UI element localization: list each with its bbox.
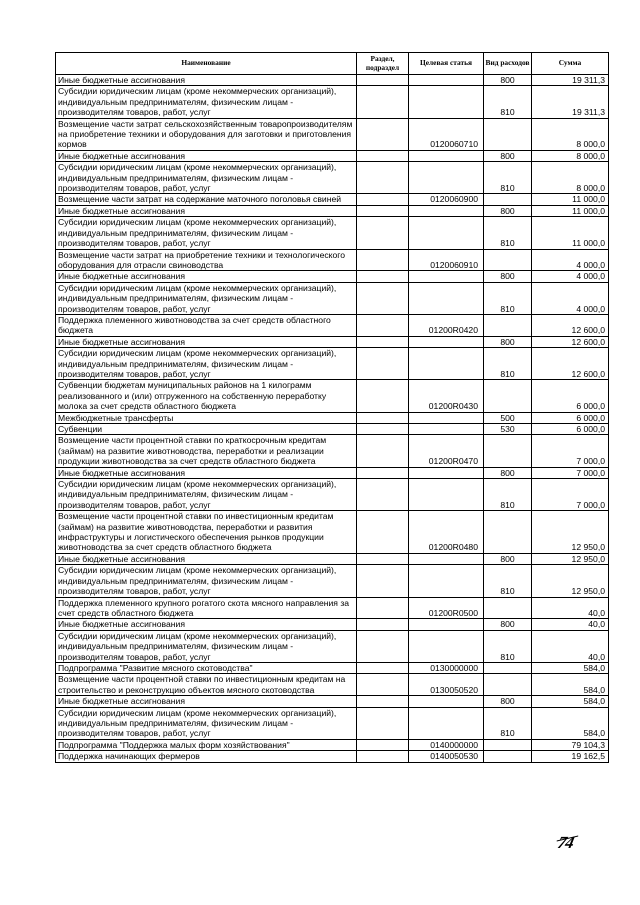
- cell-section: [357, 511, 409, 554]
- cell-section: [357, 424, 409, 435]
- cell-kind: 800: [484, 75, 532, 86]
- cell-name: Иные бюджетные ассигнования: [56, 553, 357, 564]
- page-number: 74: [556, 833, 576, 852]
- cell-sum: 6 000,0: [532, 424, 609, 435]
- cell-kind: 800: [484, 696, 532, 707]
- cell-kind: [484, 380, 532, 412]
- cell-target: 0130000000: [409, 662, 484, 673]
- cell-kind: 800: [484, 619, 532, 630]
- cell-name: Иные бюджетные ассигнования: [56, 336, 357, 347]
- cell-name: Субвенции: [56, 424, 357, 435]
- cell-name: Иные бюджетные ассигнования: [56, 205, 357, 216]
- cell-name: Подпрограмма "Развитие мясного скотоводства": [56, 662, 357, 673]
- cell-target: [409, 348, 484, 380]
- table-body: [56, 75, 609, 763]
- header-sum: Сумма: [532, 53, 609, 75]
- cell-kind: 800: [484, 467, 532, 478]
- cell-sum: 7 000,0: [532, 467, 609, 478]
- table-row: [56, 674, 609, 696]
- cell-sum: 7 000,0: [532, 435, 609, 467]
- cell-name: Поддержка племенного крупного рогатого скота мясного направления за счет средств областного бюджета: [56, 597, 357, 619]
- cell-section: [357, 619, 409, 630]
- cell-kind: 810: [484, 217, 532, 249]
- cell-name: Возмещение части затрат на содержание маточного поголовья свиней: [56, 194, 357, 205]
- cell-target: 0120060900: [409, 194, 484, 205]
- cell-target: 0140050530: [409, 751, 484, 762]
- budget-table-page: [55, 52, 608, 763]
- cell-sum: 19 311,3: [532, 75, 609, 86]
- cell-kind: [484, 511, 532, 554]
- cell-sum: 19 311,3: [532, 86, 609, 118]
- cell-sum: 19 162,5: [532, 751, 609, 762]
- cell-sum: 40,0: [532, 619, 609, 630]
- cell-target: [409, 271, 484, 282]
- cell-kind: 810: [484, 479, 532, 511]
- table-row: [56, 424, 609, 435]
- table-row: [56, 282, 609, 314]
- cell-kind: 810: [484, 630, 532, 662]
- cell-section: [357, 597, 409, 619]
- cell-sum: 584,0: [532, 696, 609, 707]
- cell-target: 01200R0470: [409, 435, 484, 467]
- cell-target: [409, 553, 484, 564]
- cell-sum: 11 000,0: [532, 217, 609, 249]
- cell-section: [357, 162, 409, 194]
- table-row: [56, 565, 609, 597]
- cell-section: [357, 217, 409, 249]
- cell-sum: 12 600,0: [532, 348, 609, 380]
- cell-sum: 11 000,0: [532, 194, 609, 205]
- table-header: [56, 53, 609, 75]
- cell-name: Субсидии юридическим лицам (кроме некоммерческих организаций), индивидуальным предпринимателям, физическим лицам - производителям товаров, работ, услуг: [56, 282, 357, 314]
- cell-sum: 40,0: [532, 597, 609, 619]
- cell-target: 0120060910: [409, 249, 484, 271]
- cell-name: Возмещение части затрат на приобретение техники и технологического оборудования для отрасли свиноводства: [56, 249, 357, 271]
- cell-kind: 810: [484, 348, 532, 380]
- cell-target: [409, 162, 484, 194]
- cell-name: Иные бюджетные ассигнования: [56, 271, 357, 282]
- cell-sum: 8 000,0: [532, 150, 609, 161]
- table-row: [56, 751, 609, 762]
- cell-name: Возмещение части процентной ставки по инвестиционным кредитам (займам) на развитие животноводства, переработки и развития инфраструктуры и логистического обеспечения рынков продукции животноводства за счет средств областного бюджета: [56, 511, 357, 554]
- cell-target: 01200R0430: [409, 380, 484, 412]
- cell-kind: 800: [484, 150, 532, 161]
- cell-sum: 8 000,0: [532, 118, 609, 150]
- cell-kind: [484, 194, 532, 205]
- cell-section: [357, 249, 409, 271]
- cell-section: [357, 336, 409, 347]
- cell-sum: 6 000,0: [532, 380, 609, 412]
- table-row: [56, 412, 609, 423]
- cell-section: [357, 271, 409, 282]
- cell-sum: 7 000,0: [532, 479, 609, 511]
- cell-section: [357, 739, 409, 750]
- cell-section: [357, 696, 409, 707]
- cell-section: [357, 75, 409, 86]
- cell-target: [409, 696, 484, 707]
- table-row: [56, 75, 609, 86]
- cell-target: [409, 467, 484, 478]
- cell-sum: 12 600,0: [532, 314, 609, 336]
- cell-section: [357, 467, 409, 478]
- cell-section: [357, 435, 409, 467]
- cell-name: Иные бюджетные ассигнования: [56, 75, 357, 86]
- cell-target: 0120060710: [409, 118, 484, 150]
- cell-name: Межбюджетные трансферты: [56, 412, 357, 423]
- cell-name: Возмещение части процентной ставки по инвестиционным кредитам на строительство и реконструкцию объектов мясного скотоводства: [56, 674, 357, 696]
- table-row: [56, 162, 609, 194]
- cell-target: [409, 424, 484, 435]
- cell-section: [357, 565, 409, 597]
- cell-sum: 11 000,0: [532, 205, 609, 216]
- cell-name: Возмещение части процентной ставки по краткосрочным кредитам (займам) на развитие животноводства, переработки и реализации продукции животноводства за счет средств областного бюджета: [56, 435, 357, 467]
- cell-name: Иные бюджетные ассигнования: [56, 467, 357, 478]
- cell-kind: [484, 314, 532, 336]
- cell-target: [409, 282, 484, 314]
- cell-section: [357, 194, 409, 205]
- cell-name: Субсидии юридическим лицам (кроме некоммерческих организаций), индивидуальным предпринимателям, физическим лицам - производителям товаров, работ, услуг: [56, 565, 357, 597]
- cell-target: [409, 336, 484, 347]
- header-name: Наименование: [56, 53, 357, 75]
- header-kind: Вид расходов: [484, 53, 532, 75]
- cell-sum: 8 000,0: [532, 162, 609, 194]
- cell-target: 01200R0420: [409, 314, 484, 336]
- cell-name: Субсидии юридическим лицам (кроме некоммерческих организаций), индивидуальным предпринимателям, физическим лицам - производителям товаров, работ, услуг: [56, 162, 357, 194]
- cell-target: 0130050520: [409, 674, 484, 696]
- cell-section: [357, 282, 409, 314]
- cell-kind: 800: [484, 205, 532, 216]
- table-row: [56, 696, 609, 707]
- cell-kind: 810: [484, 707, 532, 739]
- cell-name: Поддержка начинающих фермеров: [56, 751, 357, 762]
- cell-sum: 12 600,0: [532, 336, 609, 347]
- cell-sum: 584,0: [532, 662, 609, 673]
- cell-sum: 584,0: [532, 707, 609, 739]
- cell-name: Субсидии юридическим лицам (кроме некоммерческих организаций), индивидуальным предпринимателям, физическим лицам - производителям товаров, работ, услуг: [56, 348, 357, 380]
- cell-kind: [484, 739, 532, 750]
- table-row: [56, 86, 609, 118]
- cell-kind: [484, 249, 532, 271]
- cell-name: Субсидии юридическим лицам (кроме некоммерческих организаций), индивидуальным предпринимателям, физическим лицам - производителям товаров, работ, услуг: [56, 479, 357, 511]
- table-row: [56, 217, 609, 249]
- cell-target: [409, 707, 484, 739]
- cell-name: Подпрограмма "Поддержка малых форм хозяйствования": [56, 739, 357, 750]
- cell-sum: 4 000,0: [532, 249, 609, 271]
- cell-sum: 4 000,0: [532, 271, 609, 282]
- cell-target: [409, 479, 484, 511]
- cell-kind: 800: [484, 271, 532, 282]
- cell-section: [357, 380, 409, 412]
- cell-target: [409, 75, 484, 86]
- cell-kind: [484, 751, 532, 762]
- cell-name: Иные бюджетные ассигнования: [56, 619, 357, 630]
- cell-kind: [484, 435, 532, 467]
- budget-table: [55, 52, 609, 763]
- cell-name: Субсидии юридическим лицам (кроме некоммерческих организаций), индивидуальным предпринимателям, физическим лицам - производителям товаров, работ, услуг: [56, 217, 357, 249]
- cell-kind: [484, 118, 532, 150]
- cell-name: Возмещение части затрат сельскохозяйственным товаропроизводителям на приобретение техники и оборудования для заготовки и приготовления кормов: [56, 118, 357, 150]
- table-row: [56, 662, 609, 673]
- table-row: [56, 249, 609, 271]
- cell-name: Субсидии юридическим лицам (кроме некоммерческих организаций), индивидуальным предпринимателям, физическим лицам - производителям товаров, работ, услуг: [56, 86, 357, 118]
- cell-name: Поддержка племенного животноводства за счет средств областного бюджета: [56, 314, 357, 336]
- cell-section: [357, 314, 409, 336]
- cell-target: [409, 630, 484, 662]
- table-row: [56, 739, 609, 750]
- cell-kind: 800: [484, 336, 532, 347]
- cell-section: [357, 86, 409, 118]
- cell-sum: 12 950,0: [532, 511, 609, 554]
- cell-section: [357, 553, 409, 564]
- cell-target: [409, 412, 484, 423]
- table-row: [56, 597, 609, 619]
- table-row: [56, 194, 609, 205]
- cell-kind: [484, 597, 532, 619]
- cell-sum: 12 950,0: [532, 553, 609, 564]
- table-row: [56, 630, 609, 662]
- table-row: [56, 336, 609, 347]
- cell-sum: 584,0: [532, 674, 609, 696]
- table-row: [56, 150, 609, 161]
- cell-section: [357, 479, 409, 511]
- cell-kind: [484, 662, 532, 673]
- cell-sum: 4 000,0: [532, 282, 609, 314]
- cell-name: Иные бюджетные ассигнования: [56, 150, 357, 161]
- cell-sum: 6 000,0: [532, 412, 609, 423]
- cell-section: [357, 150, 409, 161]
- cell-name: Субвенции бюджетам муниципальных районов на 1 килограмм реализованного и (или) отгруженного на собственную переработку молока за счет средств областного бюджета: [56, 380, 357, 412]
- cell-kind: 800: [484, 553, 532, 564]
- cell-kind: 530: [484, 424, 532, 435]
- cell-section: [357, 118, 409, 150]
- cell-kind: [484, 674, 532, 696]
- cell-sum: 79 104,3: [532, 739, 609, 750]
- cell-section: [357, 751, 409, 762]
- cell-target: [409, 205, 484, 216]
- cell-kind: 810: [484, 86, 532, 118]
- cell-name: Иные бюджетные ассигнования: [56, 696, 357, 707]
- cell-target: 01200R0480: [409, 511, 484, 554]
- table-row: [56, 380, 609, 412]
- cell-kind: 810: [484, 162, 532, 194]
- cell-section: [357, 674, 409, 696]
- cell-name: Субсидии юридическим лицам (кроме некоммерческих организаций), индивидуальным предпринимателям, физическим лицам - производителям товаров, работ, услуг: [56, 630, 357, 662]
- table-row: [56, 707, 609, 739]
- table-row: [56, 118, 609, 150]
- table-row: [56, 314, 609, 336]
- cell-kind: 500: [484, 412, 532, 423]
- cell-section: [357, 707, 409, 739]
- cell-section: [357, 412, 409, 423]
- cell-target: 0140000000: [409, 739, 484, 750]
- cell-sum: 40,0: [532, 630, 609, 662]
- table-row: [56, 619, 609, 630]
- header-section: Раздел, подраздел: [357, 53, 409, 75]
- cell-target: 01200R0500: [409, 597, 484, 619]
- cell-section: [357, 205, 409, 216]
- cell-target: [409, 217, 484, 249]
- table-row: [56, 348, 609, 380]
- cell-name: Субсидии юридическим лицам (кроме некоммерческих организаций), индивидуальным предпринимателям, физическим лицам - производителям товаров, работ, услуг: [56, 707, 357, 739]
- table-row: [56, 479, 609, 511]
- cell-kind: 810: [484, 282, 532, 314]
- cell-section: [357, 662, 409, 673]
- table-row: [56, 271, 609, 282]
- cell-target: [409, 150, 484, 161]
- cell-target: [409, 619, 484, 630]
- cell-section: [357, 348, 409, 380]
- header-target: Целевая статья: [409, 53, 484, 75]
- cell-target: [409, 565, 484, 597]
- table-row: [56, 511, 609, 554]
- cell-section: [357, 630, 409, 662]
- table-row: [56, 435, 609, 467]
- header-row: [56, 53, 609, 75]
- cell-sum: 12 950,0: [532, 565, 609, 597]
- cell-kind: 810: [484, 565, 532, 597]
- cell-target: [409, 86, 484, 118]
- table-row: [56, 553, 609, 564]
- table-row: [56, 467, 609, 478]
- table-row: [56, 205, 609, 216]
